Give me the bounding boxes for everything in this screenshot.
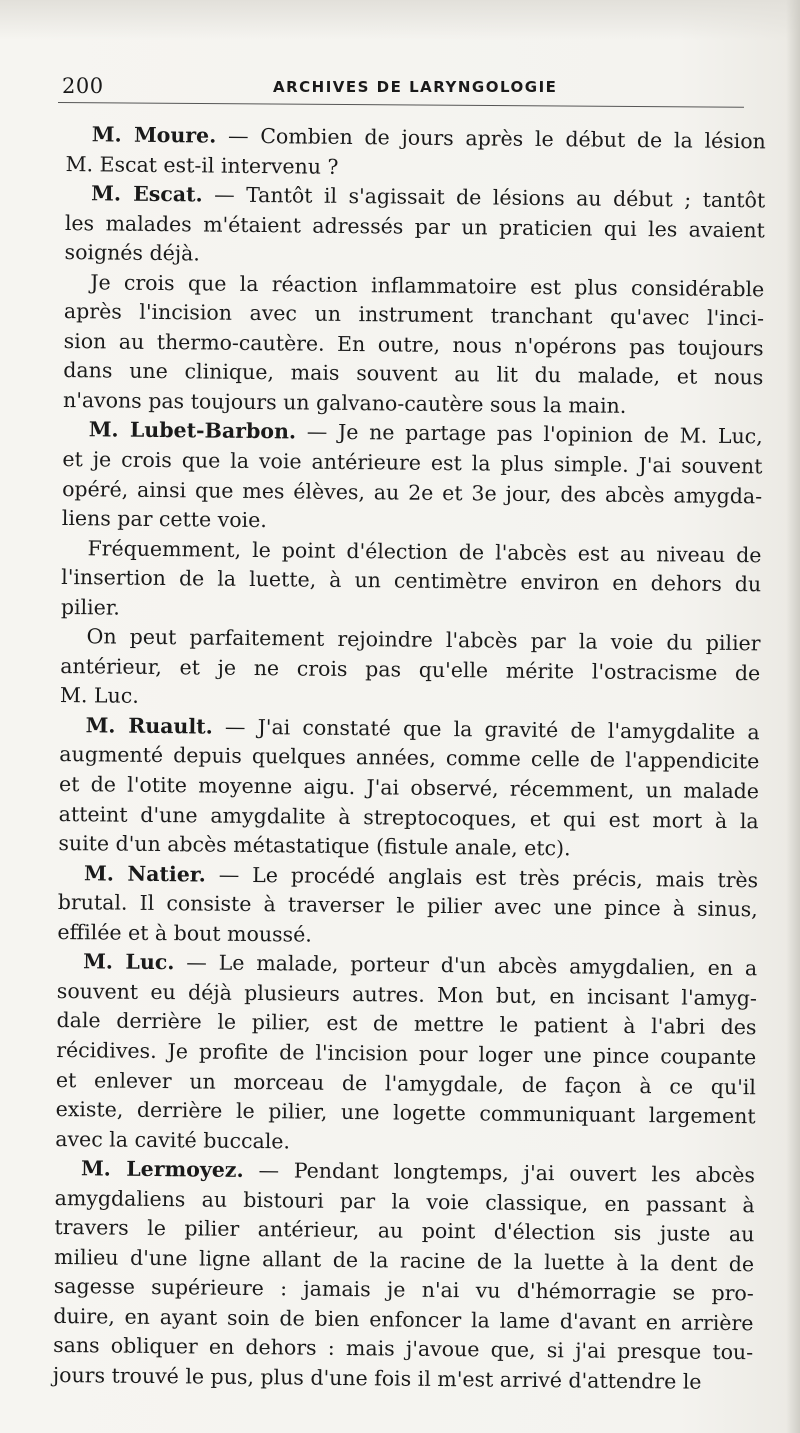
scan-shadow-right [786,0,800,1433]
line-text: avec la cavité buccale. [55,1126,291,1153]
line-text: atteint d'une amygdalite à streptocoques, et qui est mort à la [58,801,759,833]
paragraph [61,534,762,630]
line-text: — Combien de jours après le début de la lésion [216,123,766,154]
line-text: n'avons pas toujours un galvano-cautère sous la main. [62,387,627,418]
line-text: — Le procédé anglais est très précis, mais très [205,862,759,892]
line-text: et de l'otite moyenne aigu. J'ai observé, récemment, un malade [58,771,760,804]
line-text: jours trouvé le pus, plus d'une fois il m'est arrivé d'attendre le [52,1362,702,1394]
line-text: brutal. Il consiste à traverser le pilier avec une pince à sinus, [57,890,758,922]
line-text: — Tantôt il s'agissait de lésions au début ; tantôt [202,182,766,213]
line-text: augmenté depuis quelques années, comme celle de l'appendicite [59,742,760,774]
line-text: les malades m'étaient adressés par un praticien qui les avaient [64,210,766,242]
paragraph [53,1154,755,1398]
line-text: effilée et à bout moussé. [57,919,312,947]
line-text: duire, en ayant soin de bien enfoncer la lame d'avant en arrière [53,1303,754,1336]
running-head [58,66,758,106]
line-text: sans obliquer en dehors : mais j'avoue que, si j'ai presque tou- [53,1333,754,1365]
line-text: dale derrière le pilier, est de mettre le patient à l'abri des [56,1008,757,1040]
page-number: 200 [62,74,104,98]
paragraph [57,859,758,955]
speaker-name: M. Ruault. [85,713,213,739]
line-text: et enlever un morceau de l'amygdale, de façon à ce qu'il [55,1067,757,1099]
line-text: milieu d'une ligne allant de la racine de la luette à la dent de [53,1244,755,1277]
line-text: suite d'un abcès métastatique (fistule anale, etc). [58,831,571,861]
paragraph [64,179,765,275]
line-text: — Je ne partage pas l'opinion de M. Luc, [295,419,763,449]
paragraph [55,947,757,1161]
paragraph [63,268,765,423]
line-text: et je crois que la voie antérieure est la plus simple. J'ai souvent [62,446,763,479]
line-text: liens par cette voie. [61,506,267,533]
speaker-name: M. Natier. [83,860,207,887]
line-text: — J'ai constaté que la gravité de l'amygdalite a [212,714,760,745]
journal-title: ARCHIVES DE LARYNGOLOGIE [273,78,558,96]
paragraph [58,711,760,866]
line-text: après l'incision avec un instrument tranchant qu'avec l'inci- [63,299,765,331]
text-line [53,1361,753,1398]
body-text [53,120,766,1398]
speaker-name: M. Luc. [83,949,175,975]
speaker-name: M. Lermoyez. [80,1156,244,1183]
speaker-name: M. Lubet-Barbon. [88,417,297,444]
line-text: — Pendant longtemps, j'ai ouvert les abcès [243,1158,756,1188]
line-text: amygdaliens au bistouri par la voie classique, en passant à [54,1185,755,1217]
line-text: sagesse supérieure : jamais je n'ai vu d'hémorragie se pro- [53,1274,754,1306]
line-text: Fréquemment, le point d'élection de l'abcès est au niveau de [87,535,762,567]
line-text: sion au thermo-cautère. En outre, nous n'opérons pas toujours [63,328,764,361]
line-text: opéré, ainsi que mes élèves, au 2e et 3e jour, des abcès amygda- [62,476,763,508]
paragraph [62,415,763,541]
line-text: M. Luc. [59,683,139,709]
header-rule [58,102,744,108]
line-text: pilier. [60,594,121,620]
line-text: travers le pilier antérieur, au point d'élection sis juste au [54,1215,755,1247]
line-text: — Le malade, porteur d'un abcès amygdalien, en a [174,950,758,981]
line-text: récidives. Je profite de l'incision pour loger une pince coupante [56,1037,757,1070]
speaker-name: M. Moure. [91,122,217,148]
line-text: souvent eu déjà plusieurs autres. Mon but, en incisant l'amyg- [56,978,757,1011]
line-text: Je crois que la réaction inflammatoire est plus considérable [90,269,765,302]
line-text: M. Escat est-il intervenu ? [65,151,339,179]
line-text: dans une clinique, mais souvent au lit du malade, et nous [63,358,764,390]
line-text: soignés déjà. [64,240,200,266]
paragraph [65,120,766,186]
speaker-name: M. Escat. [91,181,203,207]
line-text: l'insertion de la luette, à un centimètre environ en dehors du [61,565,762,597]
line-text: existe, derrière le pilier, une logette communiquant largement [55,1096,756,1129]
line-text: On peut parfaitement rejoindre l'abcès par la voie du pilier [86,624,761,656]
paragraph [60,622,761,718]
scan-shadow-top [0,0,800,40]
line-text: antérieur, et je ne crois pas qu'elle mérite l'ostracisme de [60,653,761,686]
